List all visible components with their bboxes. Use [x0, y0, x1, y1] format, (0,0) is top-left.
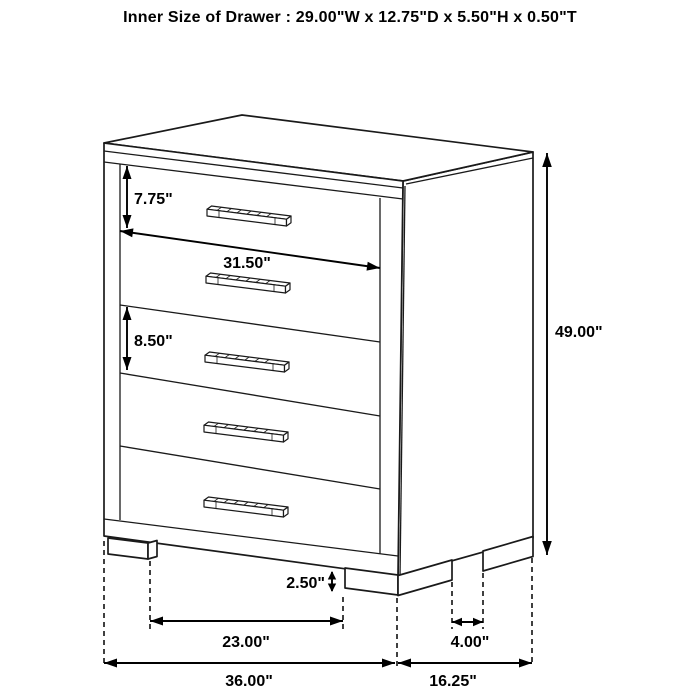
- dim-front-leg-span: [150, 617, 343, 652]
- dim-leg-height: [286, 571, 336, 592]
- dim-overall-height: [542, 153, 602, 555]
- page-title: Inner Size of Drawer : 29.00"W x 12.75"D x 5.50"H x 0.50"T: [123, 9, 577, 26]
- side-panel: [398, 152, 533, 576]
- chest-body: [104, 115, 533, 596]
- dim-label-overall-depth: 16.25": [429, 673, 477, 690]
- dim-label-overall-width: 36.00": [225, 673, 273, 690]
- dim-label-front-leg-span: 23.00": [222, 634, 270, 651]
- dim-label-leg-height: 2.50": [286, 575, 325, 592]
- dim-label-overall-height: 49.00": [555, 324, 603, 341]
- dim-overall-depth: [398, 659, 532, 691]
- dim-overall-width: [104, 659, 395, 691]
- dim-label-drawer-front-width: 31.50": [223, 255, 271, 272]
- dim-label-third-drawer-height: 8.50": [134, 333, 173, 350]
- dim-label-side-leg-gap: 4.00": [450, 634, 490, 651]
- dim-label-top-drawer-height: 7.75": [134, 191, 173, 208]
